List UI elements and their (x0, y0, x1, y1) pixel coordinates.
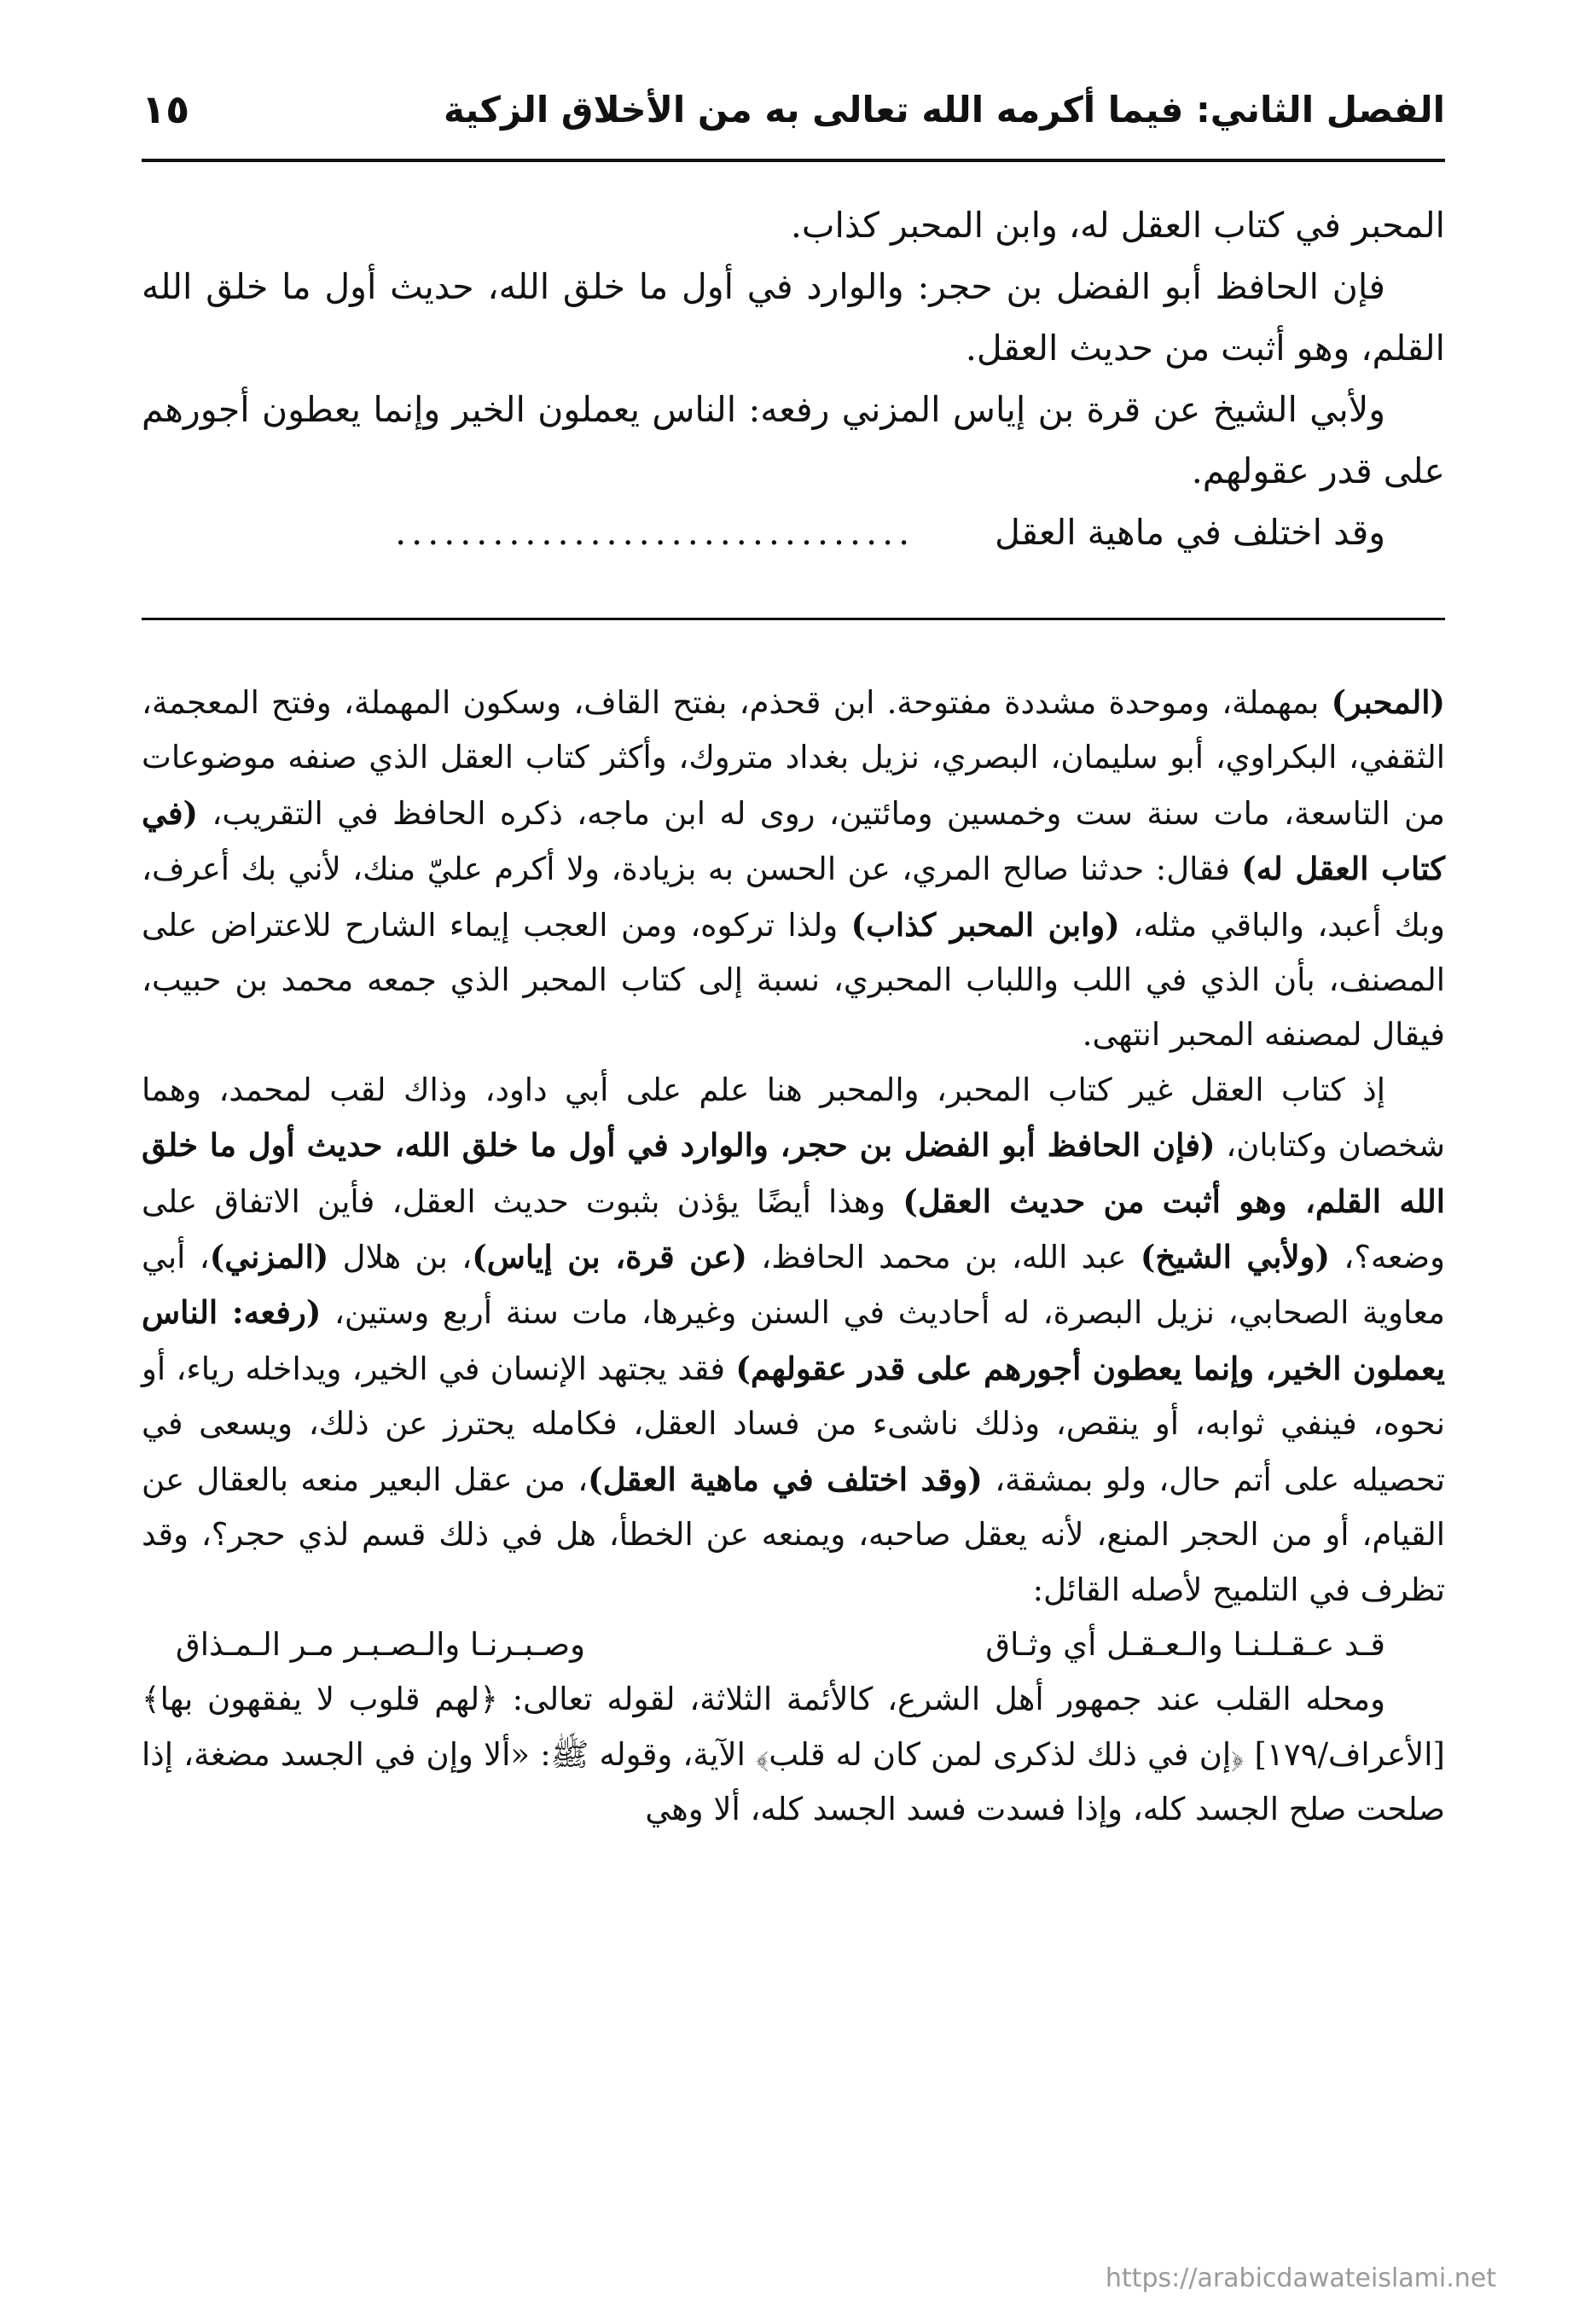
quoted-matn: (رفعه: الناس يعملون الخير، وإنما يعطون أجورهم على قدر عقولهم) (142, 1293, 1446, 1387)
commentary-text: فقال: حدثنا صالح المري، عن الحسن به بزيادة، ولا أكرم عليّ منك، لأني بك أعرف، وبك أعبد، والباقي مثله، (142, 851, 1445, 944)
main-paragraph: فإن الحافظ أبو الفضل بن حجر: والوارد في أول ما خلق الله، حديث أول ما خلق الله القلم، وهو أثبت من حديث العقل. (142, 266, 1445, 369)
commentary-text: إذ كتاب العقل غير كتاب المحبر، والمحبر هنا علم على أبي داود، وذاك لقب لمحمد، وهما شخصان وكتابان، (142, 1071, 1445, 1165)
quoted-matn: (المحبر) (1331, 683, 1445, 721)
quoted-matn: (وابن المحبر كذاب) (850, 905, 1120, 944)
commentary-text: ، بن هلال (328, 1239, 473, 1276)
commentary-paragraph (142, 675, 1445, 1063)
quoted-matn: (المزني) (209, 1238, 329, 1276)
commentary-text: وهذا أيضًا يؤذن بثبوت حديث العقل، فأين الاتفاق على وضعه؟، (142, 1182, 1445, 1276)
commentary-text: عبد الله، بن محمد الحافظ، (746, 1239, 1141, 1276)
main-paragraph (142, 502, 1445, 563)
main-text-fragment: وقد اختلف في ماهية العقل (995, 512, 1385, 553)
quoted-matn: (عن قرة، بن إياس) (472, 1238, 747, 1276)
quoted-matn: (في كتاب العقل له) (142, 793, 1445, 888)
verse-second-hemistich: وصـبـرنـا والـصـبـر مـر الـمـذاق (176, 1625, 585, 1663)
commentary (142, 675, 1445, 1838)
main-paragraph: ولأبي الشيخ عن قرة بن إياس المزني رفعه: الناس يعملون الخير وإنما يعطون أجورهم على قدر عقولهم. (142, 389, 1445, 491)
verse-first-hemistich: قـد عـقـلـنـا والـعـقـل أي وثـاق (985, 1625, 1385, 1663)
commentary-text: فقد يجتهد الإنسان في الخير، ويداخله رياء، أو نحوه، فينفي ثوابه، أو ينقص، وذلك ناشىء من فساد العقل، فكامله يحترز عن ذلك، ويسعى في تحصيله على أتم حال، ولو بمشقة، (142, 1350, 1446, 1498)
ellipsis-dots: ................................ (395, 512, 915, 553)
main-text (142, 195, 1445, 563)
header-rule (142, 159, 1445, 162)
running-head (142, 75, 1445, 143)
chapter-title: الفصل الثاني: فيما أكرمه الله تعالى به من الأخلاق الزكية (443, 88, 1445, 131)
main-paragraph: المحبر في كتاب العقل له، وابن المحبر كذاب. (790, 205, 1445, 246)
watermark-url: https://arabicdawateislami.net (1105, 2263, 1496, 2293)
commentary-paragraph: ومحله القلب عند جمهور أهل الشرع، كالأئمة الثلاثة، لقوله تعالى: ﴿لهم قلوب لا يفقهون بها﴾ [الأعراف/١٧٩] ﴿إن في ذلك لذكرى لمن كان له قلب﴾ الآية، وقوله ﷺ: «ألا وإن في الجسد مضغة، إذا صلحت صلح الجسد كله، وإذا فسدت فسد الجسد كله، ألا وهي (142, 1681, 1445, 1828)
commentary-text: ولذا تركوه، ومن العجب إيماء الشارح للاعتراض على المصنف، بأن الذي في اللب واللباب المحبري، نسبة إلى كتاب المحبر الذي جمعه محمد بن حبيب، فيقال لمصنفه المحبر انتهى. (142, 906, 1445, 1054)
quoted-matn: (فإن الحافظ أبو الفضل بن حجر، والوارد في أول ما خلق الله، حديث أول ما خلق الله القلم، وهو أثبت من حديث العقل) (142, 1126, 1445, 1220)
commentary-paragraph (142, 1063, 1445, 1618)
page-number: ١٥ (142, 86, 190, 132)
quoted-matn: (وقد اختلف في ماهية العقل) (588, 1460, 983, 1498)
poetry-verse (142, 1618, 1445, 1672)
quoted-matn: (ولأبي الشيخ) (1140, 1238, 1331, 1276)
commentary-text: بمهملة، وموحدة مشددة مفتوحة. ابن قحذم، بفتح القاف، وسكون المهملة، وفتح المعجمة، الثقفي، البكراوي، أبو سليمان، البصري، نزيل بغداد متروك، وأكثر كتاب العقل الذي صنفه موضوعات من التاسعة، مات سنة ست وخمسين ومائتين، روى له ابن ماجه، ذكره الحافظ في التقريب، (142, 684, 1445, 832)
commentary-text: ، من عقل البعير منعه بالعقال عن القيام، أو من الحجر المنع، لأنه يعقل صاحبه، ويمنعه عن الخطأ، هل في ذلك قسم لذي حجر؟، وقد تظرف في التلميح لأصله القائل: (142, 1461, 1445, 1608)
commentary-separator (142, 618, 1445, 620)
commentary-text: ، أبي معاوية الصحابي، نزيل البصرة، له أحاديث في السنن وغيرها، مات سنة أربع وستين، (142, 1239, 1445, 1332)
